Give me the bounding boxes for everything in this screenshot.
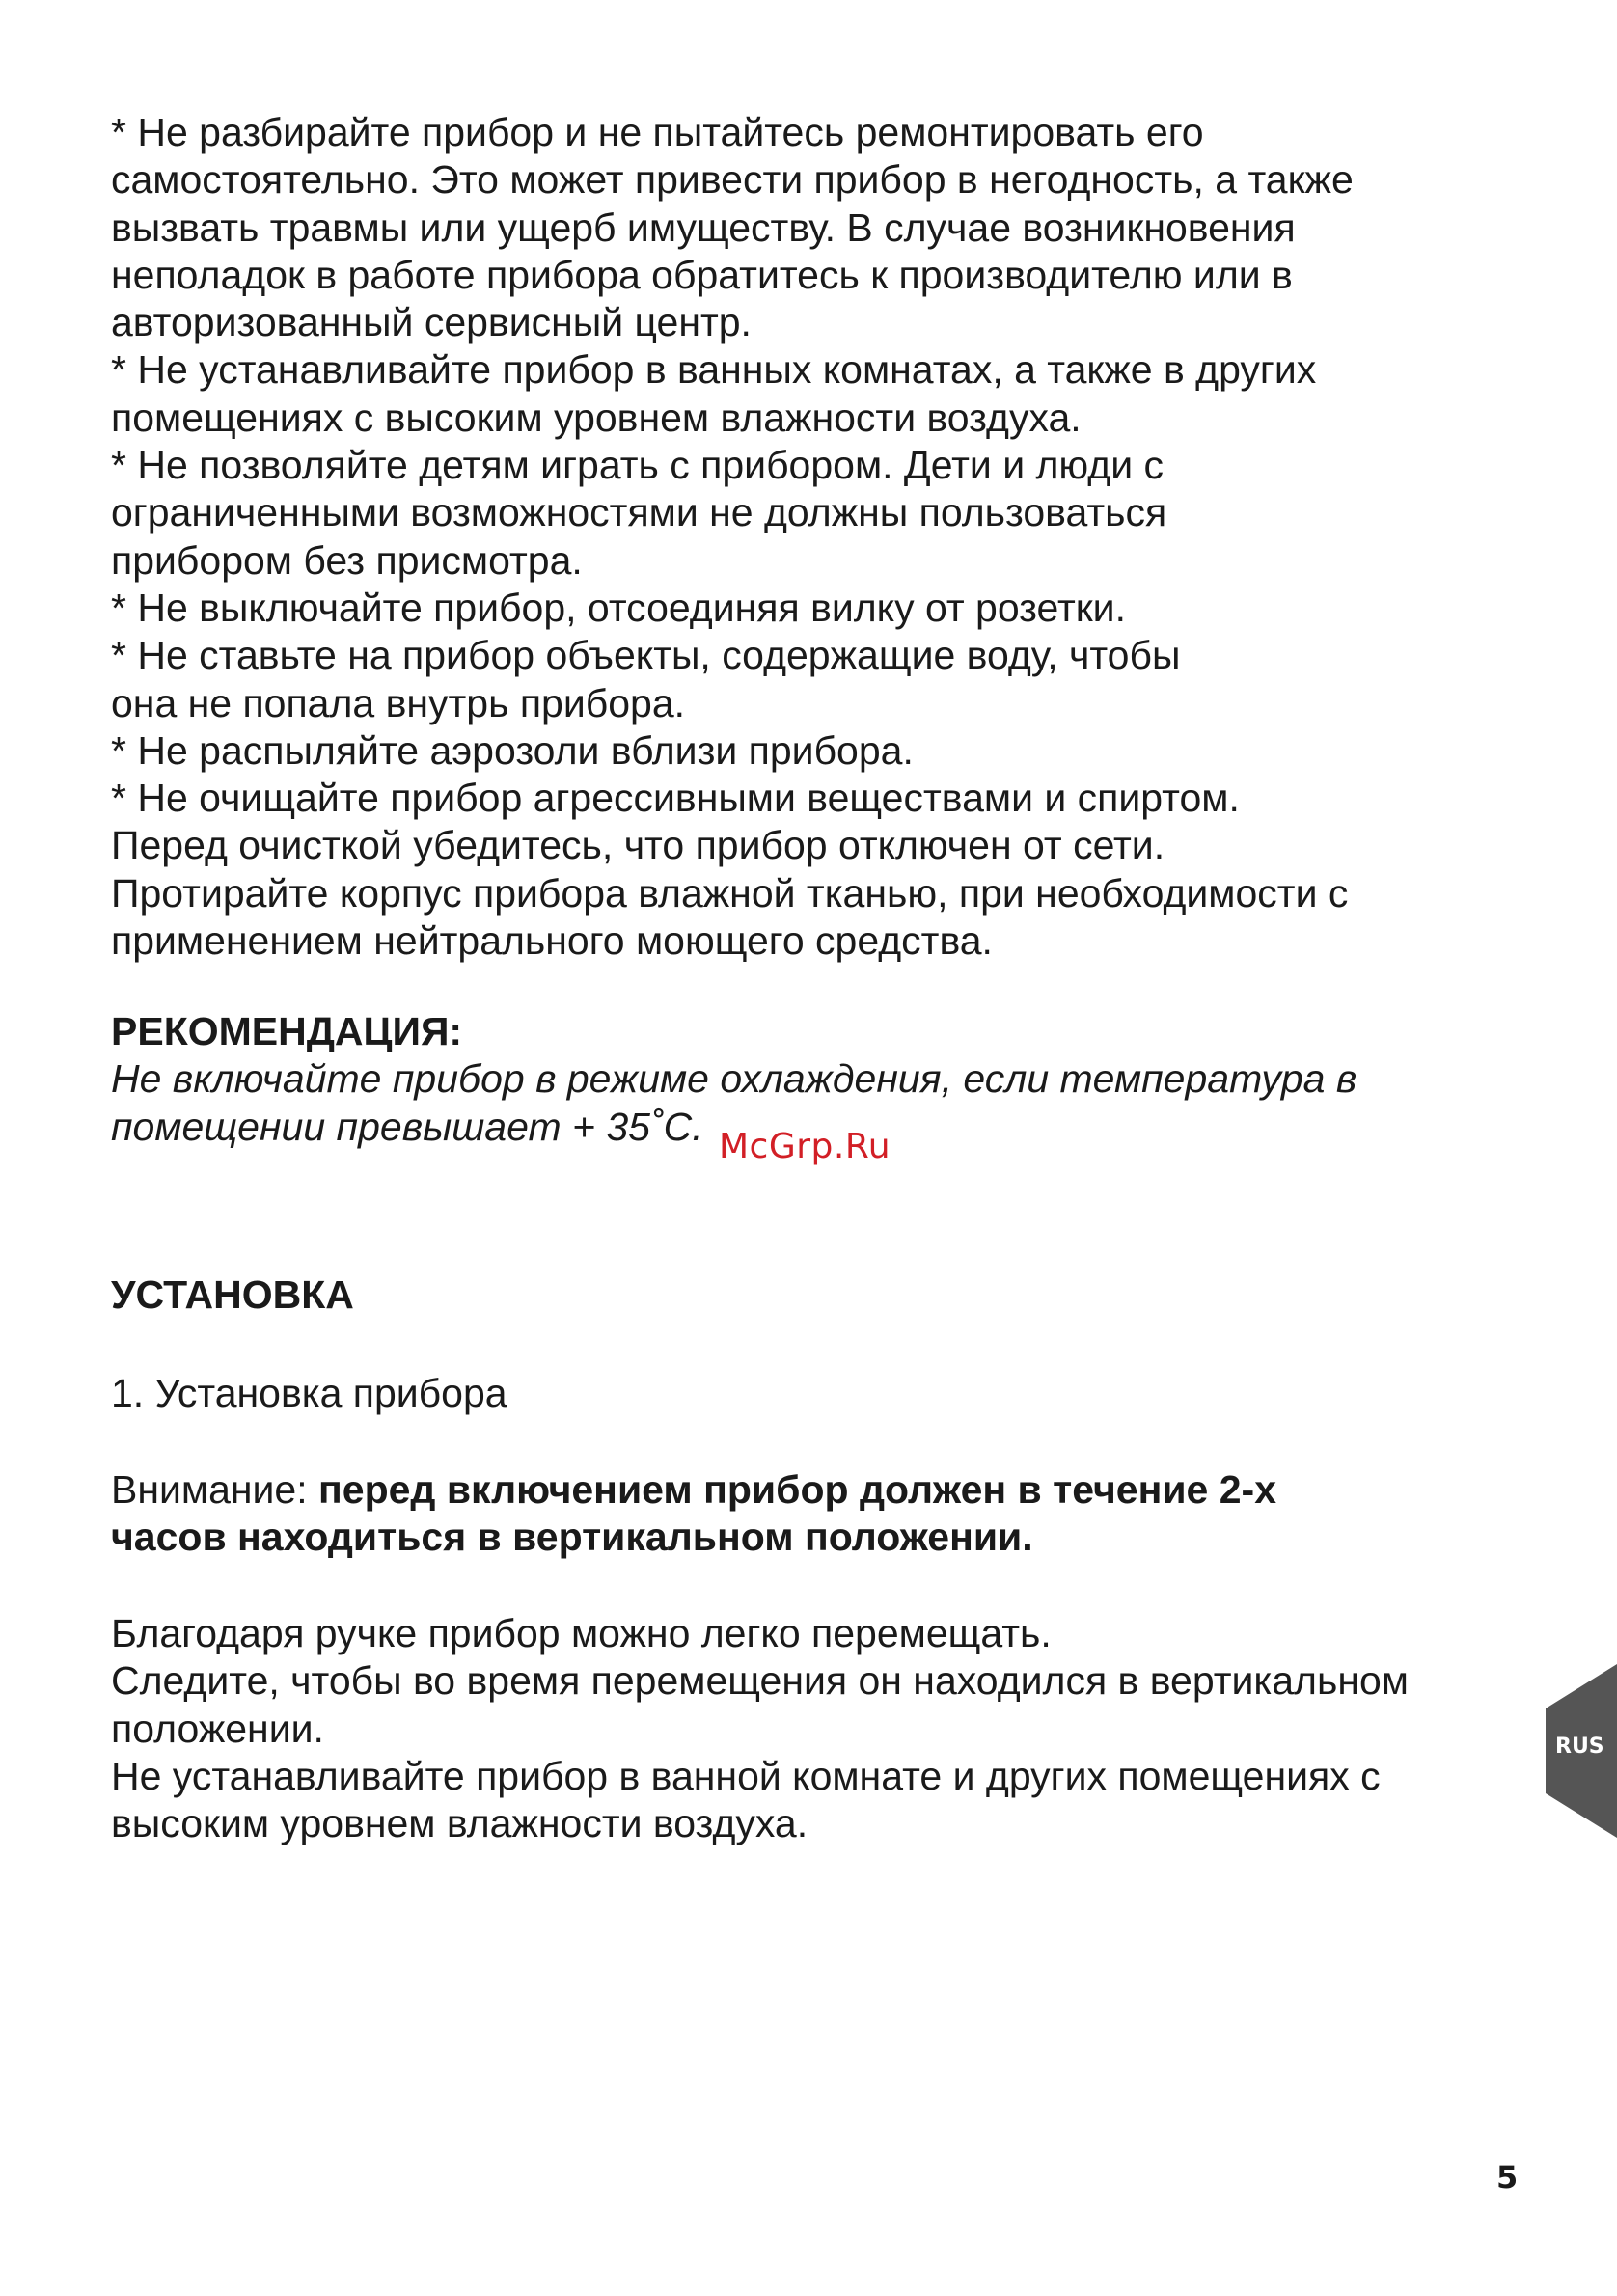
warning-line: * Не позволяйте детям играть с прибором. Дети и люди с: [111, 443, 1164, 488]
watermark: McGrp.Ru: [719, 1127, 891, 1166]
warning-line: * Не выключайте прибор, отсоединяя вилку от розетки.: [111, 585, 1126, 630]
warning-line: прибором без присмотра.: [111, 537, 583, 583]
warning-line: она не попала внутрь прибора.: [111, 680, 686, 725]
warning-line: неполадок в работе прибора обратитесь к производителю или в: [111, 252, 1293, 297]
note-line: высоким уровнем влажности воздуха.: [111, 1801, 808, 1846]
installation-notes: [111, 1610, 1409, 1847]
warning-line: Протирайте корпус прибора влажной тканью, при необходимости с: [111, 870, 1349, 916]
warning-line: помещениях с высоким уровнем влажности воздуха.: [111, 395, 1082, 440]
page-number: 5: [1496, 2159, 1519, 2196]
recommendation-line: Не включайте прибор в режиме охлаждения, если температура в: [111, 1056, 1357, 1102]
language-tab: [1546, 1664, 1617, 1838]
note-line: положении.: [111, 1706, 324, 1751]
attention-label: Внимание:: [111, 1467, 319, 1512]
attention-note: [111, 1466, 1276, 1562]
warning-line: Перед очисткой убедитесь, что прибор отключен от сети.: [111, 823, 1165, 868]
warning-line: * Не разбирайте прибор и не пытайтесь ремонтировать его: [111, 110, 1204, 154]
recommendation-heading: РЕКОМЕНДАЦИЯ:: [111, 1009, 463, 1053]
attention-line-1: [111, 1466, 1276, 1514]
warning-line: самостоятельно. Это может привести прибор в негодность, а также: [111, 157, 1354, 203]
warning-line: * Не очищайте прибор агрессивными веществами и спиртом.: [111, 776, 1240, 821]
installation-heading: УСТАНОВКА: [111, 1272, 354, 1317]
attention-text: часов находиться в вертикальном положении.: [111, 1515, 1033, 1560]
warning-line: применением нейтрального моющего средства.: [111, 918, 993, 964]
warning-line: * Не распыляйте аэрозоли вблизи прибора.: [111, 727, 914, 773]
note-line: Не устанавливайте прибор в ванной комнате и других помещениях с: [111, 1753, 1381, 1798]
warning-line: авторизованный сервисный центр.: [111, 300, 752, 345]
attention-text: перед включением прибор должен в течение 2-х: [318, 1467, 1277, 1512]
note-line: Следите, чтобы во время перемещения он находился в вертикальном: [111, 1658, 1409, 1704]
warning-line: вызвать травмы или ущерб имуществу. В случае возникновения: [111, 205, 1296, 250]
warning-line: ограниченными возможностями не должны пользоваться: [111, 490, 1167, 535]
language-tab-label: RUS: [1555, 1735, 1604, 1759]
note-line: Благодаря ручке прибор можно легко перемещать.: [111, 1611, 1052, 1655]
warnings-list: [111, 109, 1354, 965]
warning-line: * Не устанавливайте прибор в ванных комнатах, а также в других: [111, 347, 1317, 393]
recommendation-line: помещении превышает + 35˚С.: [111, 1104, 703, 1149]
warning-line: * Не ставьте на прибор объекты, содержащие воду, чтобы: [111, 633, 1181, 678]
installation-step: 1. Установка прибора: [111, 1371, 507, 1415]
